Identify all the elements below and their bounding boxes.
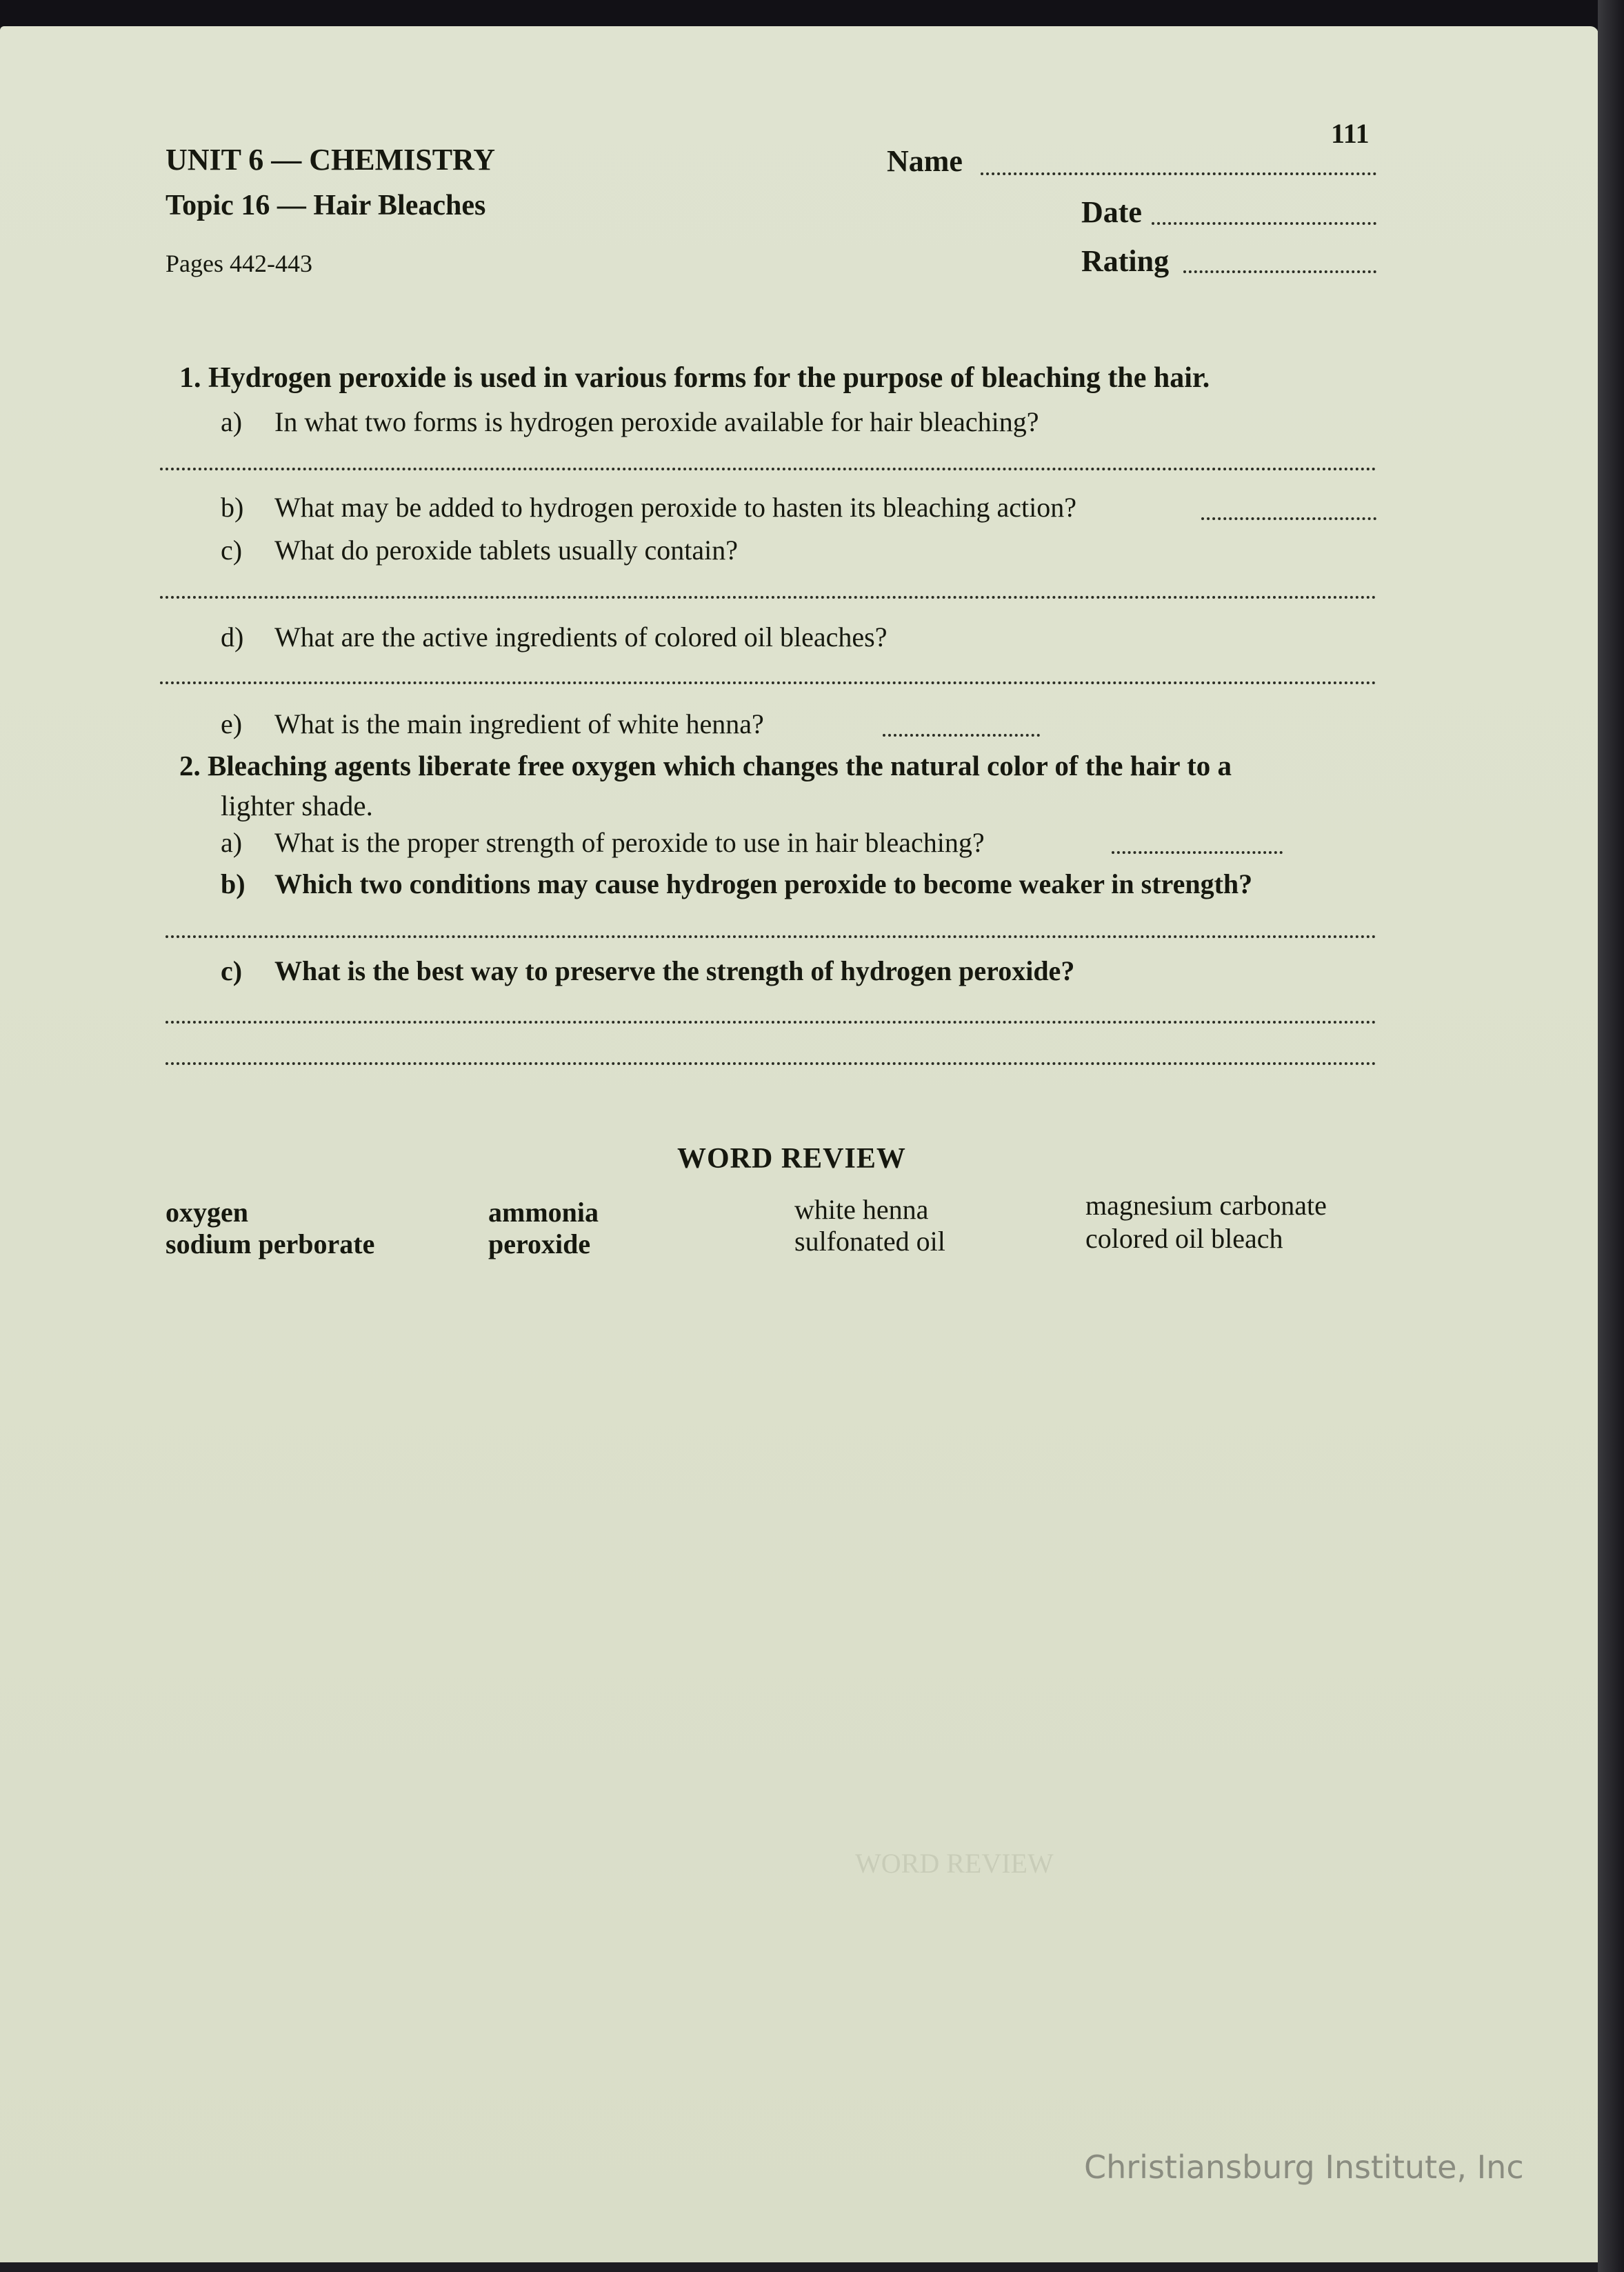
question-1c-marker: c) [221,535,243,566]
question-1-text: Hydrogen peroxide is used in various forms for the purpose of bleaching the hair. [208,362,1210,394]
question-2-text: Bleaching agents liberate free oxygen which changes the natural color of the hair to a [208,750,1232,781]
question-1d [221,621,887,653]
answer-line-1a[interactable] [160,468,1376,470]
answer-line-1b[interactable] [1201,517,1376,520]
question-2a [221,826,985,859]
question-2c-marker: c) [221,955,243,986]
answer-line-2a[interactable] [1112,851,1283,854]
question-1c [221,534,738,566]
question-2c [221,955,1074,987]
question-2b-marker: b) [221,868,245,899]
word-review-term: colored oil bleach [1085,1223,1283,1254]
word-review-term: oxygen [166,1197,248,1228]
answer-line-1d[interactable] [160,681,1376,684]
word-review-term: magnesium carbonate [1085,1190,1327,1221]
question-2a-text: What is the proper strength of peroxide to use in hair bleaching? [274,827,985,858]
unit-title: UNIT 6 — CHEMISTRY [166,143,496,177]
question-1e-marker: e) [221,708,243,739]
answer-line-1c[interactable] [160,596,1376,599]
date-label: Date [1081,195,1142,229]
question-2b-text: Which two conditions may cause hydrogen peroxide to become weaker in strength? [274,868,1253,899]
question-2c-text: What is the best way to preserve the strength of hydrogen peroxide? [274,955,1075,986]
top-dark-edge [0,0,1624,29]
question-1 [179,361,1210,395]
worksheet-page [0,26,1598,2262]
question-2-number: 2. [179,750,201,781]
question-2-line1 [179,749,1232,782]
question-1a-text: In what two forms is hydrogen peroxide available for hair bleaching? [274,406,1039,437]
answer-line-2c-2[interactable] [166,1062,1376,1065]
question-1d-marker: d) [221,621,244,652]
date-field[interactable] [1152,222,1376,225]
right-dark-edge [1598,0,1624,2272]
question-2-line2: lighter shade. [221,790,373,821]
answer-line-2b[interactable] [166,935,1376,938]
question-1a-marker: a) [221,406,243,437]
word-review-term: sulfonated oil [794,1226,945,1257]
question-1b-text: What may be added to hydrogen peroxide to hasten its bleaching action? [274,492,1076,523]
question-1e [221,708,764,740]
question-1-number: 1. [179,362,201,394]
page-number: 111 [1331,118,1370,149]
question-1d-text: What are the active ingredients of colored oil bleaches? [274,621,888,652]
word-review-title: WORD REVIEW [677,1143,906,1175]
question-1e-text: What is the main ingredient of white henna? [274,708,764,739]
name-label: Name [887,144,963,178]
name-field[interactable] [981,172,1376,175]
question-1c-text: What do peroxide tablets usually contain? [274,535,739,566]
pages-reference: Pages 442-443 [166,250,312,277]
question-2b [221,868,1252,900]
topic-title: Topic 16 — Hair Bleaches [166,190,486,221]
question-1a [221,406,1039,438]
question-1b-marker: b) [221,492,244,523]
answer-line-1e[interactable] [883,734,1040,737]
rating-label: Rating [1081,244,1170,278]
word-review-term: white henna [794,1194,929,1225]
answer-line-2c-1[interactable] [166,1021,1376,1024]
word-review-term: ammonia [488,1197,599,1228]
word-review-term: peroxide [488,1228,591,1259]
question-2a-marker: a) [221,827,243,858]
bleed-through-text: WORD REVIEW [855,1848,1054,1879]
watermark: Christiansburg Institute, Inc [1084,2149,1524,2186]
rating-field[interactable] [1183,270,1376,273]
question-1b [221,491,1076,524]
word-review-term: sodium perborate [166,1228,375,1259]
